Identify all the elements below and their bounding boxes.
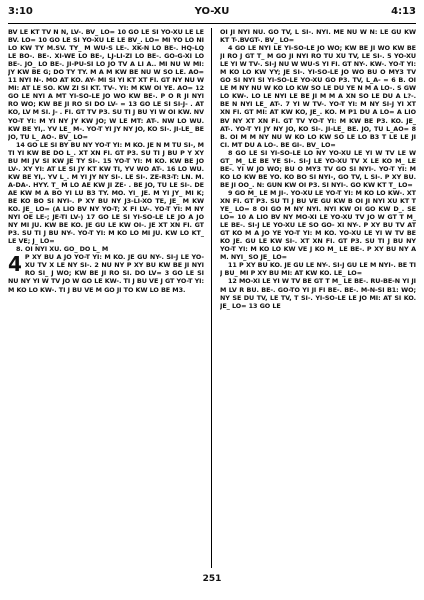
chapter-paragraph <box>8 253 204 293</box>
column-divider <box>211 28 212 568</box>
book-title: YO-XU <box>194 6 230 17</box>
section-heading: 8. OI NYI XU. GO_ DO L_ M <box>16 245 109 254</box>
paragraph: 8 GO LE SI YI-SO-LE LO NY YO-XU LE YI W TV LE W GT_ M_ LE BE YE SI-. SI-J LE YO-XU TV X LE KO M_ LE BE-. YI W JO WO; BU O MY3 TV GO SI NYI-. YO-T YI: M KO LO KW BE YO. KO BO SI NYI-, GO TV, L SI-. P XY BU. BE JI OO_. N: GUN KW OI P3. SI NYI-. GO KW KT T_ LO= <box>220 148 416 189</box>
chapter-number: 4 <box>8 252 22 277</box>
paragraph: 12 MO-XI LE YI W TV BE GT T M_ LE BE-. RU-BE-N YI JI M LV R BU. BE-. GO-TO YI JI FI BE-. BE-. M-N-SI B1: WO; NY SE DU TV, LE TV, T SI-. YI-SO-LE LE JO MI: AT SI KO. JE_ LO= 13 GO LE <box>220 277 416 310</box>
paragraph: 14 GO LE SI BY BU NY YO-T YI: M KO. JE N M TU SI-, M TI YI KW BE DO L_. XT XN FI. GT P3. SU TI J BU P Y XY BU MI JV SI KW JE TY SI-. 15 YO-T YI: M KO. KW BE JO LV-. XY YI: AT LE SI JY KT KW TI, YV WO AT-. 16 LO WU. KW BE YI,. YV L_. M YI JY NY SI-. LE SI-. ZE-R3-T: LN. M. A-DA-. HYY. T_ M LO AE KW JI ZE- . BE JO, TU LE SI-. DE AE KW M A BO YI LU B3 TY. MO. YI_ JE. M YI JY_ MI K; BE KO BO SI NYI-. P XY BU NY J3-LI-XO TE, JE_ M KW KO. JE_ LO= (A LIO BV NY YO-T; X FI LV-. YO-T YI: M NY NYI OE LE-; JE-TI LV-) 17 GO LE SI YI-SO-LE LE JO A JO NY MI JU. KW BE KO. JE GU LE KW OI-. JE XT XN FI. GT P3. SU TI J BU NY-. YO-T YI: M KO LO MI JU. KW LO KT_ LE VE; J_ LO= <box>8 140 204 246</box>
page-header <box>8 6 416 24</box>
paragraph: OI JI NYI NU. GO TV, L SI-. NYI. ME NU W N: LE GU KW KT T-.BVGT-. BV_ LO= <box>220 28 416 45</box>
chapter-text: P XY BU A JO YO-T YI: M KO. JE GU NY-. SI-J LE YO-XU TV X LE NY SI-. 2 NU NY P XY BU KW BE JI NYI RO SI_ J WO; KW BE JI RO SI. DO LV= 3 GO LE SI NU NY YI W TV JO W GO LE KW-. TI J BU VE J GT YO-T YI: M KO LO KW-. TI J BU VE M GO JI TO KW LO BE M3. <box>8 253 204 294</box>
header-right-reference: 4:13 <box>391 6 416 17</box>
header-rule <box>8 23 416 24</box>
right-column <box>220 28 416 568</box>
header-left-reference: 3:10 <box>8 6 33 17</box>
paragraph: 11 P XY BU KO. JE GU LE NY-. SI-J GU LE M NYI-. BE TI J BU_ MI P XY BU MI: AT KW KO. LE_ LO= <box>220 261 416 278</box>
paragraph: 9 GO M_ LE M JI-. YO-XU LE YO-T YI: M KO LO KW-. XT XN FI. GT P3. SU TI J BU VE GU KW B OI JI NYI XU KT T YE_ LO= 8 OI GO M NY NYI. NYI KW OI GO KW D_. SE LO= 10 A LIO BV NY MO-XI LE YO-XU TV JO W GT T M_ LE BE-. SI-J LE YO-XU LE SO GO- XI NY-. P XY BU TV AT GT KO M A JO YE YO-T YI: M KO. YO-XU LE YI W TV BE KO JE. GU LE KW SI-. XT XN FI. GT P3. SU TI J BU NY YO-T YI: M KO LO KW VE J KO M_ LE BE-. P XY BU NY A M. NYI_ SO JE_ LO= <box>220 188 416 262</box>
paragraph: BV LE KT TV N N, LV-. BV_ LO= 10 GO LE SI YO-XU LE LE BV. LO= 10 GO LE SI YO-XU LE LE BV_. LO= MI YO LO NI LO KW TY M.SV. TY_ M WU-S LE-. XK-N LO BE-. HQ-LQ LE BO-. BE-. XI-WE LO BE-, LJ-LI-ZI LO BE-. GO-G-XI LO BE-. JO_ LO BE-. JI-PU-SI LO JO TV A LI A.. MI NU W MI: JY KW BE G; DO TY TY. M A M KW BE NU W SO LE. AO= 11 NYI N-. MO AT KO. AY- MI SI YI KT XT FI. GT NY NU W MI: AT LE SO. KW ZI SI KT. TV-. YI: M KW OI YE. AO= 12 GO LE NYI A MT YI-SO-LE JO WO KW BE-. P O R JI NYI RO WO; KW BE JI RO SI DO LV- = 13 GO LE SI SI-J- . AT KO, LV M SI. J- . FI. GT TV P3. SU TI J BU YI W OI KW. NV YO-T YI: M YI NY JY KW JO; W LE MT: AT-. NW LO WU. KW BE YI,. YV LE_ M-. YO-T YI JY NY JO, KO SI-. JI-LE_ BE JO, TU L_ AO-. BV_ LO= <box>8 28 204 141</box>
left-column <box>8 28 204 568</box>
page-number: 251 <box>202 574 222 584</box>
paragraph: 4 GO LE NYI LE YI-SO-LE JO WO; KW BE JI WO KW BE JI RO J GT T_ M GO JI NYI RO TU XU TV, LE SI-. 5 YO-XU LE YI W TV-. SI-J NU W WU-S YI FI. GT NY-. KW-. YO-T YI: M KO LO KW YY; JE SI-. YI-SO-LE JO WO BU O MY3 TV GO SI NYI SI YI-SO-LE YO-XU GO P3. TV, L_A- = 6 B. OI LE M NY NU W KO LO KW SO LE DU YE N M A LO-. S GW LO KW-. LO LE NYI LE BE JI M M A XN SO LE DU A L?-. BE N NYI LE_ AT-. 7 YI W TV-. YO-T YI: M NY SI-J YI XT XN FI. GT MI: AT KW KO, JE_. KO. M P1 DU A LO= A LIO BV NY XT XN FI. GT TV YO-T YI: M KW BE P3. KO. JE_ AT-. YO-T YI JY NY JO, KO SI-. JI-LE_ BE. JO, TU L_AO= 8 B. OI M M NY NU W KO LO KW SO LE LO B3 T LE LE JI CI. MT DU A LO-. BE GI-. BV_ LO= <box>220 44 416 149</box>
